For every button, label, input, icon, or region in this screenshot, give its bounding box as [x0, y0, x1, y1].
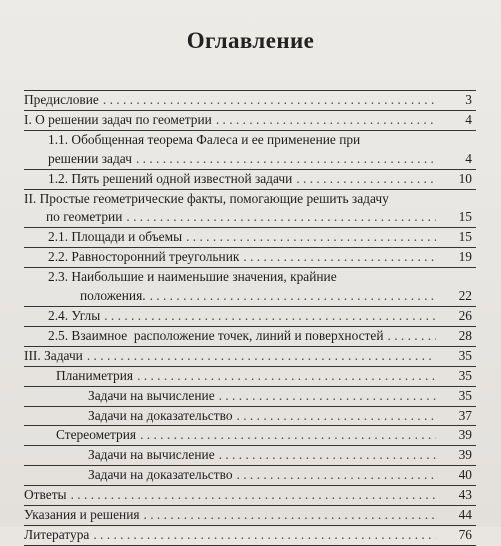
toc-entry-section-1-1 — [24, 131, 476, 170]
toc-entry-planimetry-proof — [24, 407, 476, 427]
dot-leader — [243, 248, 436, 267]
dot-leader — [237, 407, 436, 426]
toc-entry-label: Ответы — [24, 487, 67, 503]
dot-leader — [150, 287, 436, 306]
toc-entry-hints — [24, 506, 476, 526]
toc-entry-section-2-5 — [24, 327, 476, 347]
toc-entry-stereometry — [24, 426, 476, 446]
dot-leader — [140, 426, 436, 445]
toc-entry-section-2-2 — [24, 248, 476, 268]
dot-leader — [144, 506, 436, 525]
toc-entry-label: Задачи на вычисление — [88, 387, 215, 403]
toc-entry-label: 2.2. Равносторонний треугольник — [48, 249, 240, 265]
toc-page-number: 3 — [465, 92, 472, 107]
toc-entry-section-2-1 — [24, 228, 476, 248]
toc-page-number: 43 — [458, 487, 472, 503]
toc-entry-label: 1.1. Обобщенная теорема Фалеса и ее применение при — [48, 131, 361, 147]
dot-leader — [219, 387, 436, 406]
toc-page-number: 10 — [458, 170, 472, 186]
toc-page-number: 28 — [458, 327, 472, 343]
toc-entry-label-continued: по геометрии — [46, 209, 123, 225]
dot-leader — [126, 208, 436, 227]
toc-entry-label-continued: решении задач — [48, 150, 132, 166]
toc-entry-label: Задачи на вычисление — [88, 447, 215, 463]
table-of-contents — [24, 90, 476, 546]
toc-entry-label: Предисловие — [24, 92, 99, 107]
toc-page-number: 22 — [458, 288, 472, 304]
dot-leader — [104, 307, 436, 326]
toc-entry-label: Литература — [24, 526, 90, 542]
page-title: Оглавление — [186, 28, 315, 53]
dot-leader — [237, 466, 436, 485]
toc-entry-label: 2.4. Углы — [48, 307, 101, 323]
toc-page-number: 4 — [465, 150, 472, 166]
toc-page-number: 26 — [458, 307, 472, 323]
toc-entry-label: 2.5. Взаимное расположение точек, линий и поверхностей — [48, 327, 384, 343]
toc-page-number: 19 — [458, 249, 472, 265]
toc-entry-label: I. О решении задач по геометрии — [24, 111, 212, 127]
toc-page-number: 39 — [458, 447, 472, 463]
toc-page-number: 15 — [458, 209, 472, 225]
toc-page-number: 37 — [458, 407, 472, 423]
toc-entry-label-continued: положения. — [80, 288, 146, 304]
toc-entry-stereometry-proof — [24, 466, 476, 486]
toc-entry-label: III. Задачи — [24, 347, 83, 363]
toc-entry-label: II. Простые геометрические факты, помогающие решить задачу — [24, 190, 389, 206]
toc-entry-preface — [24, 91, 476, 111]
toc-entry-label: Указания и решения — [24, 507, 140, 523]
toc-entry-chapter-3 — [24, 347, 476, 367]
dot-leader — [71, 486, 436, 505]
toc-entry-label: Стереометрия — [56, 427, 137, 443]
toc-entry-label: Задачи на доказательство — [88, 407, 233, 423]
toc-entry-section-2-4 — [24, 307, 476, 327]
toc-page-number: 4 — [465, 111, 472, 127]
dot-leader — [87, 347, 436, 366]
toc-page-number: 39 — [458, 427, 472, 443]
toc-entry-answers — [24, 486, 476, 506]
toc-entry-literature — [24, 526, 476, 546]
toc-entry-section-2-3 — [24, 268, 476, 307]
toc-page-number: 35 — [458, 347, 472, 363]
dot-leader — [219, 446, 436, 465]
dot-leader — [388, 327, 436, 346]
toc-page-number: 40 — [458, 467, 472, 483]
toc-entry-label: Задачи на доказательство — [88, 467, 233, 483]
toc-entry-planimetry — [24, 367, 476, 387]
dot-leader — [216, 111, 436, 130]
toc-entry-chapter-1 — [24, 111, 476, 131]
dot-leader — [136, 150, 436, 169]
toc-entry-planimetry-computation — [24, 387, 476, 407]
toc-entry-chapter-2 — [24, 190, 476, 229]
toc-page-number: 35 — [458, 367, 472, 383]
toc-page-number: 35 — [458, 387, 472, 403]
dot-leader — [296, 170, 436, 189]
toc-entry-label: Планиметрия — [56, 367, 134, 383]
toc-entry-section-1-2 — [24, 170, 476, 190]
dot-leader — [137, 367, 436, 386]
toc-page-number: 15 — [458, 229, 472, 245]
toc-entry-stereometry-computation — [24, 446, 476, 466]
toc-entry-label: 2.1. Площади и объемы — [48, 229, 183, 245]
toc-entry-label: 1.2. Пять решений одной известной задачи — [48, 170, 293, 186]
dot-leader — [93, 526, 436, 545]
dot-leader — [186, 228, 436, 247]
toc-entry-label: 2.3. Наибольшие и наименьшие значения, крайние — [48, 269, 337, 285]
dot-leader — [103, 91, 436, 110]
toc-page-number: 76 — [458, 526, 472, 542]
toc-page-number: 44 — [458, 507, 472, 523]
